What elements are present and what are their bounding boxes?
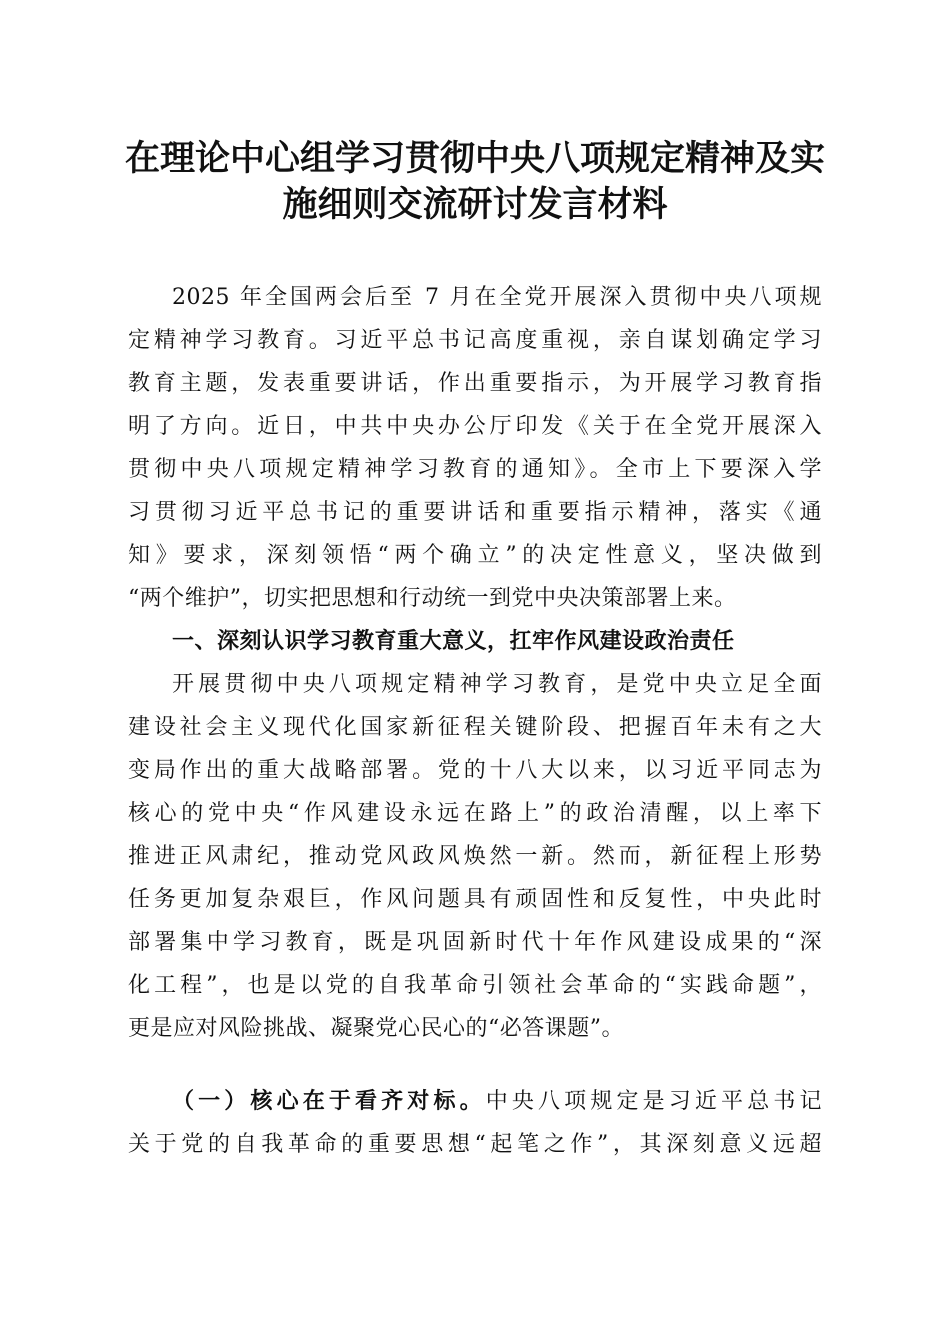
section1-line: 部署集中学习教育，既是巩固新时代十年作风建设成果的“深 xyxy=(128,930,822,955)
subsection1-heading: （一）核心在于看齐对标。 xyxy=(172,1089,486,1114)
document-title xyxy=(100,136,850,228)
intro-line: 贯彻中央八项规定精神学习教育的通知》。全市上下要深入学 xyxy=(128,457,822,482)
section1-line: 更是应对风险挑战、凝聚党心民心的“必答课题”。 xyxy=(128,1016,624,1041)
intro-line: 定精神学习教育。习近平总书记高度重视，亲自谋划确定学习 xyxy=(128,328,822,353)
intro-line: “两个维护”，切实把思想和行动统一到党中央决策部署上来。 xyxy=(128,586,737,611)
title-line-1: 在理论中心组学习贯彻中央八项规定精神及实 xyxy=(124,139,825,179)
section1-line: 核心的党中央“作风建设永远在路上”的政治清醒，以上率下 xyxy=(128,801,822,826)
section-heading: 一、深刻认识学习教育重大意义，扛牢作风建设政治责任 xyxy=(172,629,735,654)
intro-line: 习贯彻习近平总书记的重要讲话和重要指示精神，落实《通 xyxy=(128,500,822,525)
title-line-2: 施细则交流研讨发言材料 xyxy=(282,185,668,225)
section1-line: 开展贯彻中央八项规定精神学习教育，是党中央立足全面 xyxy=(172,672,822,697)
section1-line: 推进正风肃纪，推动党风政风焕然一新。然而，新征程上形势 xyxy=(128,844,822,869)
section1-line: 建设社会主义现代化国家新征程关键阶段、把握百年未有之大 xyxy=(128,715,822,740)
section1-line: 任务更加复杂艰巨，作风问题具有顽固性和反复性，中央此时 xyxy=(128,887,822,912)
intro-line: 明了方向。近日，中共中央办公厅印发《关于在全党开展深入 xyxy=(128,414,822,439)
intro-line: 教育主题，发表重要讲话，作出重要指示，为开展学习教育指 xyxy=(128,371,822,396)
intro-line: 2025 年全国两会后至 7 月在全党开展深入贯彻中央八项规 xyxy=(172,285,822,310)
section1-line: 变局作出的重大战略部署。党的十八大以来，以习近平同志为 xyxy=(128,758,822,783)
section1-line: 化工程”，也是以党的自我革命引领社会革命的“实践命题”， xyxy=(128,973,822,998)
subsection1-text: 中央八项规定是习近平总书记 xyxy=(485,1089,822,1114)
intro-line: 知》要求，深刻领悟“两个确立”的决定性意义，坚决做到 xyxy=(128,543,822,568)
subsection1-line xyxy=(172,1087,822,1117)
subsection1-line: 关于党的自我革命的重要思想“起笔之作”，其深刻意义远超 xyxy=(128,1132,822,1157)
